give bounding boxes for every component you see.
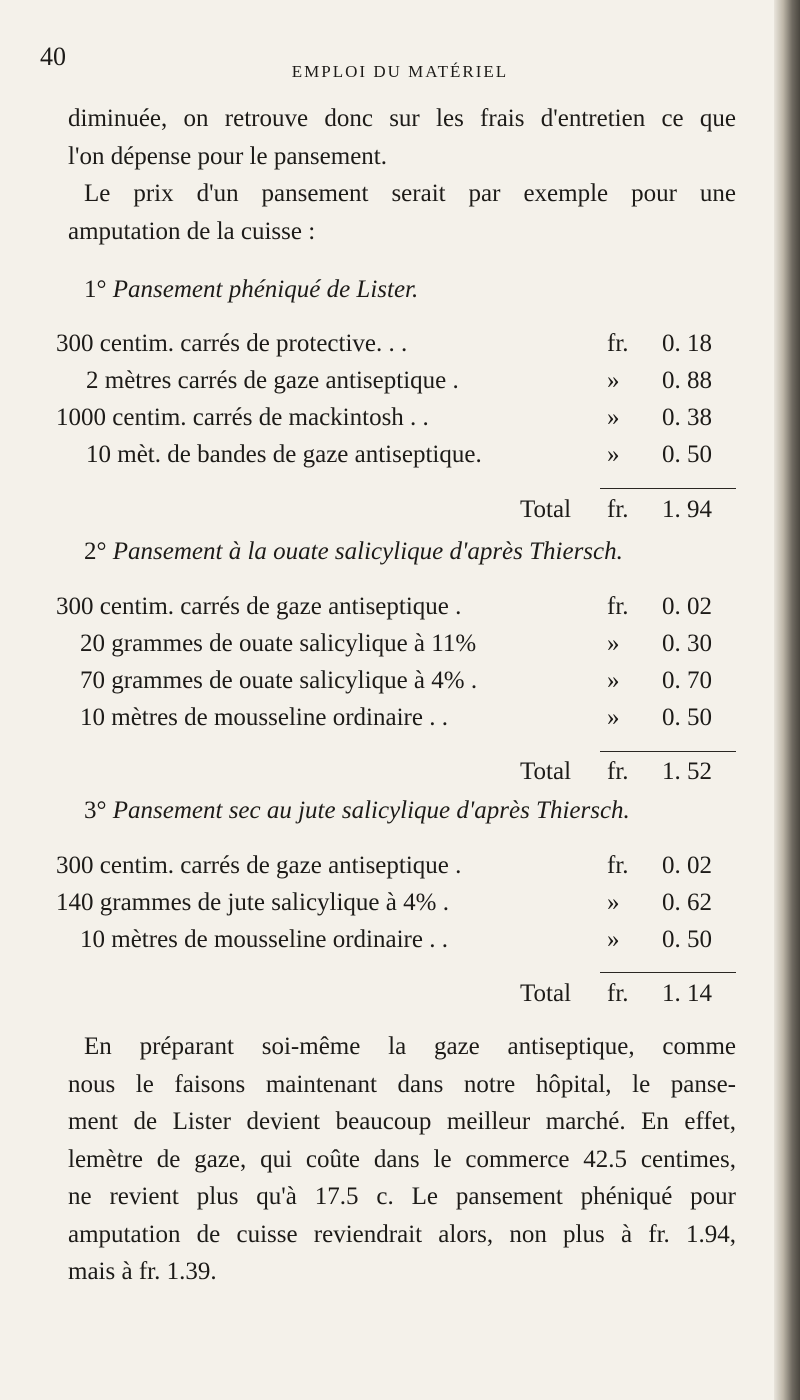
cost-item: 20 grammes de ouate salicylique à 11% bbox=[80, 630, 477, 657]
cost-row bbox=[0, 593, 800, 623]
cost-amount: 0. 02 bbox=[662, 852, 712, 879]
currency-mark: » bbox=[607, 630, 620, 657]
cost-amount: 0. 88 bbox=[662, 367, 712, 394]
cost-item: 300 centim. carrés de protective. . . bbox=[56, 330, 408, 357]
running-head: EMPLOI DU MATÉRIEL bbox=[291, 62, 509, 81]
closing-line: mais à fr. 1.39. bbox=[68, 1258, 217, 1285]
page-number: 40 bbox=[40, 42, 66, 71]
cost-item: 10 mètres de mousseline ordinaire . . bbox=[80, 926, 448, 953]
currency-mark: » bbox=[607, 404, 620, 431]
total-amount: 1. 52 bbox=[662, 758, 712, 785]
currency-mark: » bbox=[607, 704, 620, 731]
cost-row bbox=[0, 367, 800, 397]
total-label: Total bbox=[520, 758, 572, 785]
intro-line: diminuée, on retrouve donc sur les frais d'entretien ce que bbox=[68, 105, 736, 132]
closing-line: nous le faisons maintenant dans notre hôpital, le panse- bbox=[68, 1070, 736, 1098]
currency-mark: » bbox=[607, 889, 620, 916]
cost-item: 140 grammes de jute salicylique à 4% . bbox=[56, 889, 449, 916]
cost-row bbox=[0, 704, 800, 734]
cost-amount: 0. 30 bbox=[662, 630, 712, 657]
intro-paragraph bbox=[68, 100, 736, 250]
section-heading bbox=[84, 538, 623, 566]
cost-row bbox=[0, 889, 800, 919]
currency-mark: » bbox=[607, 441, 620, 468]
cost-amount: 0. 50 bbox=[662, 926, 712, 953]
cost-amount: 0. 62 bbox=[662, 889, 712, 916]
total-amount: 1. 94 bbox=[662, 496, 712, 523]
cost-item: 10 mètres de mousseline ordinaire . . bbox=[80, 704, 448, 731]
intro-line: Le prix d'un pansement serait par exemple pour une bbox=[84, 180, 736, 207]
cost-item: 300 centim. carrés de gaze antiseptique . bbox=[56, 593, 462, 620]
cost-item: 2 mètres carrés de gaze antiseptique . bbox=[86, 367, 459, 394]
currency-mark: » bbox=[607, 367, 620, 394]
section-number: 2° bbox=[84, 538, 107, 565]
cost-item: 70 grammes de ouate salicylique à 4% . bbox=[80, 667, 478, 694]
total-amount: 1. 14 bbox=[662, 980, 712, 1007]
intro-line: amputation de la cuisse : bbox=[68, 217, 316, 245]
closing-line: ne revient plus qu'à 17.5 c. Le pansement phéniqué pour bbox=[68, 1183, 736, 1210]
section-title: Pansement à la ouate salicylique d'après Thiersch. bbox=[112, 538, 623, 565]
total-row bbox=[0, 496, 800, 526]
cost-row bbox=[0, 404, 800, 434]
currency-mark: fr. bbox=[607, 593, 629, 620]
cost-amount: 0. 70 bbox=[662, 667, 712, 694]
intro-line: l'on dépense pour le pansement. bbox=[68, 142, 387, 170]
cost-row bbox=[0, 441, 800, 471]
section-heading bbox=[84, 797, 630, 825]
closing-line: amputation de cuisse reviendrait alors, non plus à fr. 1.94, bbox=[68, 1220, 736, 1248]
closing-line: lemètre de gaze, qui coûte dans le commerce 42.5 centimes, bbox=[68, 1145, 736, 1173]
cost-row bbox=[0, 852, 800, 882]
currency-mark: » bbox=[607, 667, 620, 694]
total-rule bbox=[600, 972, 736, 973]
cost-item: 300 centim. carrés de gaze antiseptique . bbox=[56, 852, 462, 879]
total-currency: fr. bbox=[607, 758, 629, 785]
section-heading bbox=[84, 276, 418, 304]
currency-mark: fr. bbox=[607, 852, 629, 879]
cost-amount: 0. 18 bbox=[662, 330, 712, 357]
cost-amount: 0. 50 bbox=[662, 704, 712, 731]
section-number: 3° bbox=[84, 797, 107, 824]
cost-amount: 0. 38 bbox=[662, 404, 712, 431]
cost-row bbox=[0, 926, 800, 956]
currency-mark: » bbox=[607, 926, 620, 953]
section-title: Pansement phéniqué de Lister. bbox=[112, 276, 419, 303]
closing-line: En préparant soi-même la gaze antiseptique, comme bbox=[84, 1033, 736, 1060]
total-label: Total bbox=[520, 496, 572, 523]
cost-row bbox=[0, 330, 800, 360]
section-number: 1° bbox=[84, 276, 107, 303]
section-title: Pansement sec au jute salicylique d'après Thiersch. bbox=[112, 797, 630, 824]
total-rule bbox=[600, 488, 736, 489]
total-currency: fr. bbox=[607, 980, 629, 1007]
total-row bbox=[0, 980, 800, 1010]
total-currency: fr. bbox=[607, 496, 629, 523]
closing-line: ment de Lister devient beaucoup meilleur marché. En effet, bbox=[68, 1108, 736, 1135]
cost-row bbox=[0, 667, 800, 697]
cost-amount: 0. 02 bbox=[662, 593, 712, 620]
currency-mark: fr. bbox=[607, 330, 629, 357]
cost-row bbox=[0, 630, 800, 660]
cost-item: 1000 centim. carrés de mackintosh . . bbox=[56, 404, 429, 431]
cost-item: 10 mèt. de bandes de gaze antiseptique. bbox=[86, 441, 482, 468]
total-rule bbox=[600, 751, 736, 752]
page-edge-shadow bbox=[774, 0, 800, 1400]
cost-amount: 0. 50 bbox=[662, 441, 712, 468]
total-row bbox=[0, 758, 800, 788]
closing-paragraph bbox=[68, 1028, 736, 1291]
total-label: Total bbox=[520, 980, 572, 1007]
